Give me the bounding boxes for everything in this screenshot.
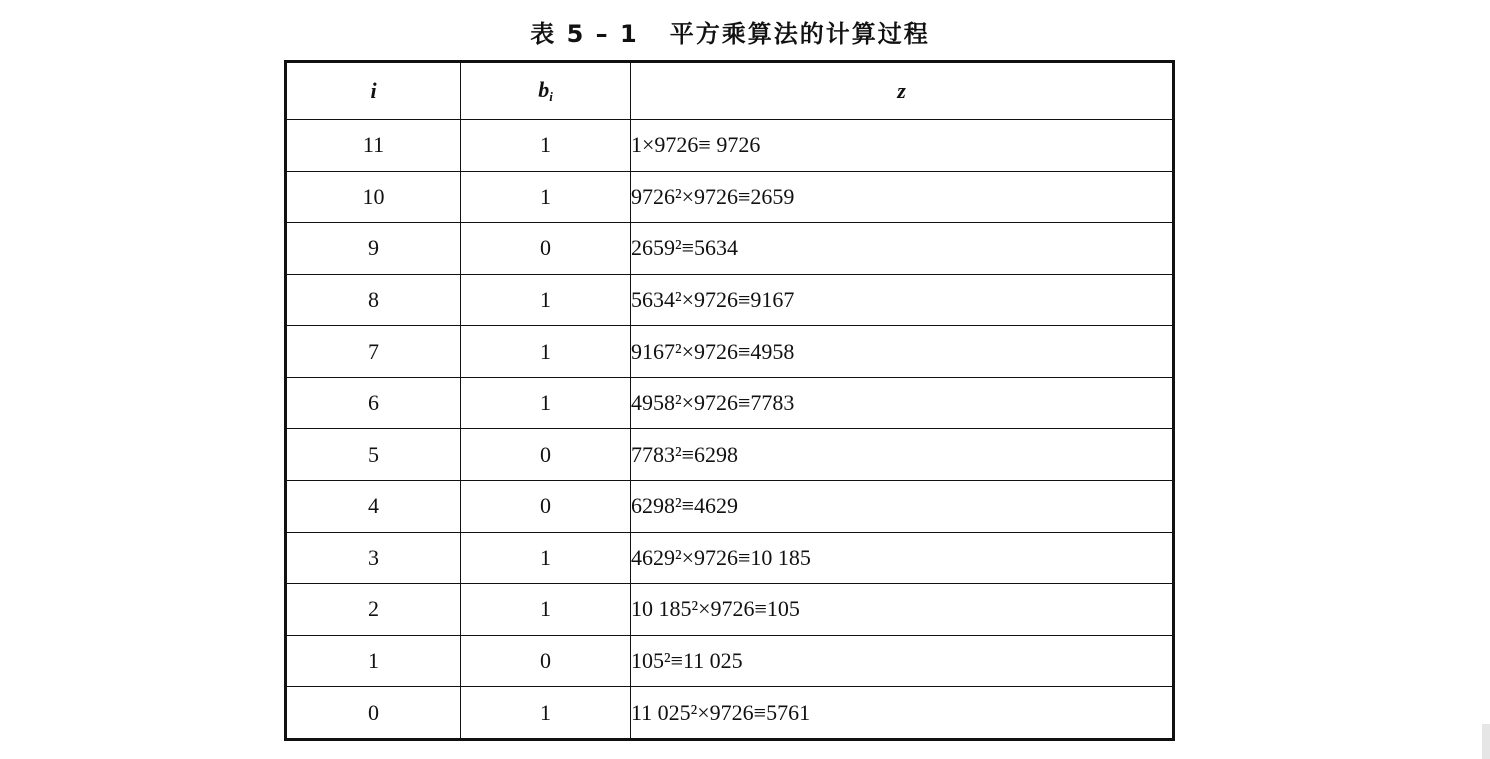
cell-i: 8 [286, 274, 461, 326]
cell-z: 4958²×9726≡7783 [631, 377, 1174, 429]
table-row [286, 377, 1174, 429]
cell-i: 10 [286, 171, 461, 223]
scan-edge-mark [1482, 724, 1490, 759]
cell-b: 1 [461, 532, 631, 584]
header-b [461, 62, 631, 120]
cell-b: 0 [461, 635, 631, 687]
cell-z: 2659²≡5634 [631, 223, 1174, 275]
cell-b: 1 [461, 120, 631, 172]
cell-b: 1 [461, 326, 631, 378]
header-row [286, 62, 1174, 120]
cell-z: 11 025²×9726≡5761 [631, 687, 1174, 740]
cell-z: 10 185²×9726≡105 [631, 584, 1174, 636]
table-row [286, 223, 1174, 275]
cell-i: 6 [286, 377, 461, 429]
cell-z: 9726²×9726≡2659 [631, 171, 1174, 223]
cell-z: 7783²≡6298 [631, 429, 1174, 481]
header-b-subscript: i [549, 89, 553, 104]
table-row [286, 274, 1174, 326]
cell-i: 3 [286, 532, 461, 584]
cell-b: 1 [461, 584, 631, 636]
cell-z: 1×9726≡ 9726 [631, 120, 1174, 172]
cell-b: 1 [461, 377, 631, 429]
cell-i: 11 [286, 120, 461, 172]
cell-b: 0 [461, 481, 631, 533]
cell-b: 1 [461, 687, 631, 740]
table-row [286, 481, 1174, 533]
cell-z: 105²≡11 025 [631, 635, 1174, 687]
table-row [286, 532, 1174, 584]
cell-z: 9167²×9726≡4958 [631, 326, 1174, 378]
table-row [286, 429, 1174, 481]
table-row [286, 584, 1174, 636]
cell-b: 1 [461, 171, 631, 223]
header-i: i [286, 62, 461, 120]
header-b-base: b [538, 77, 550, 102]
cell-i: 9 [286, 223, 461, 275]
cell-z: 6298²≡4629 [631, 481, 1174, 533]
cell-z: 5634²×9726≡9167 [631, 274, 1174, 326]
cell-i: 5 [286, 429, 461, 481]
table-row [286, 120, 1174, 172]
cell-z: 4629²×9726≡10 185 [631, 532, 1174, 584]
cell-b: 0 [461, 429, 631, 481]
cell-b: 0 [461, 223, 631, 275]
cell-i: 4 [286, 481, 461, 533]
square-multiply-table [284, 60, 1175, 741]
cell-i: 1 [286, 635, 461, 687]
cell-b: 1 [461, 274, 631, 326]
header-z: z [631, 62, 1174, 120]
table-row [286, 687, 1174, 740]
table-row [286, 326, 1174, 378]
cell-i: 7 [286, 326, 461, 378]
table-row [286, 635, 1174, 687]
cell-i: 0 [286, 687, 461, 740]
table-row [286, 171, 1174, 223]
cell-i: 2 [286, 584, 461, 636]
table-caption: 表 5 – 1 平方乘算法的计算过程 [530, 20, 930, 48]
